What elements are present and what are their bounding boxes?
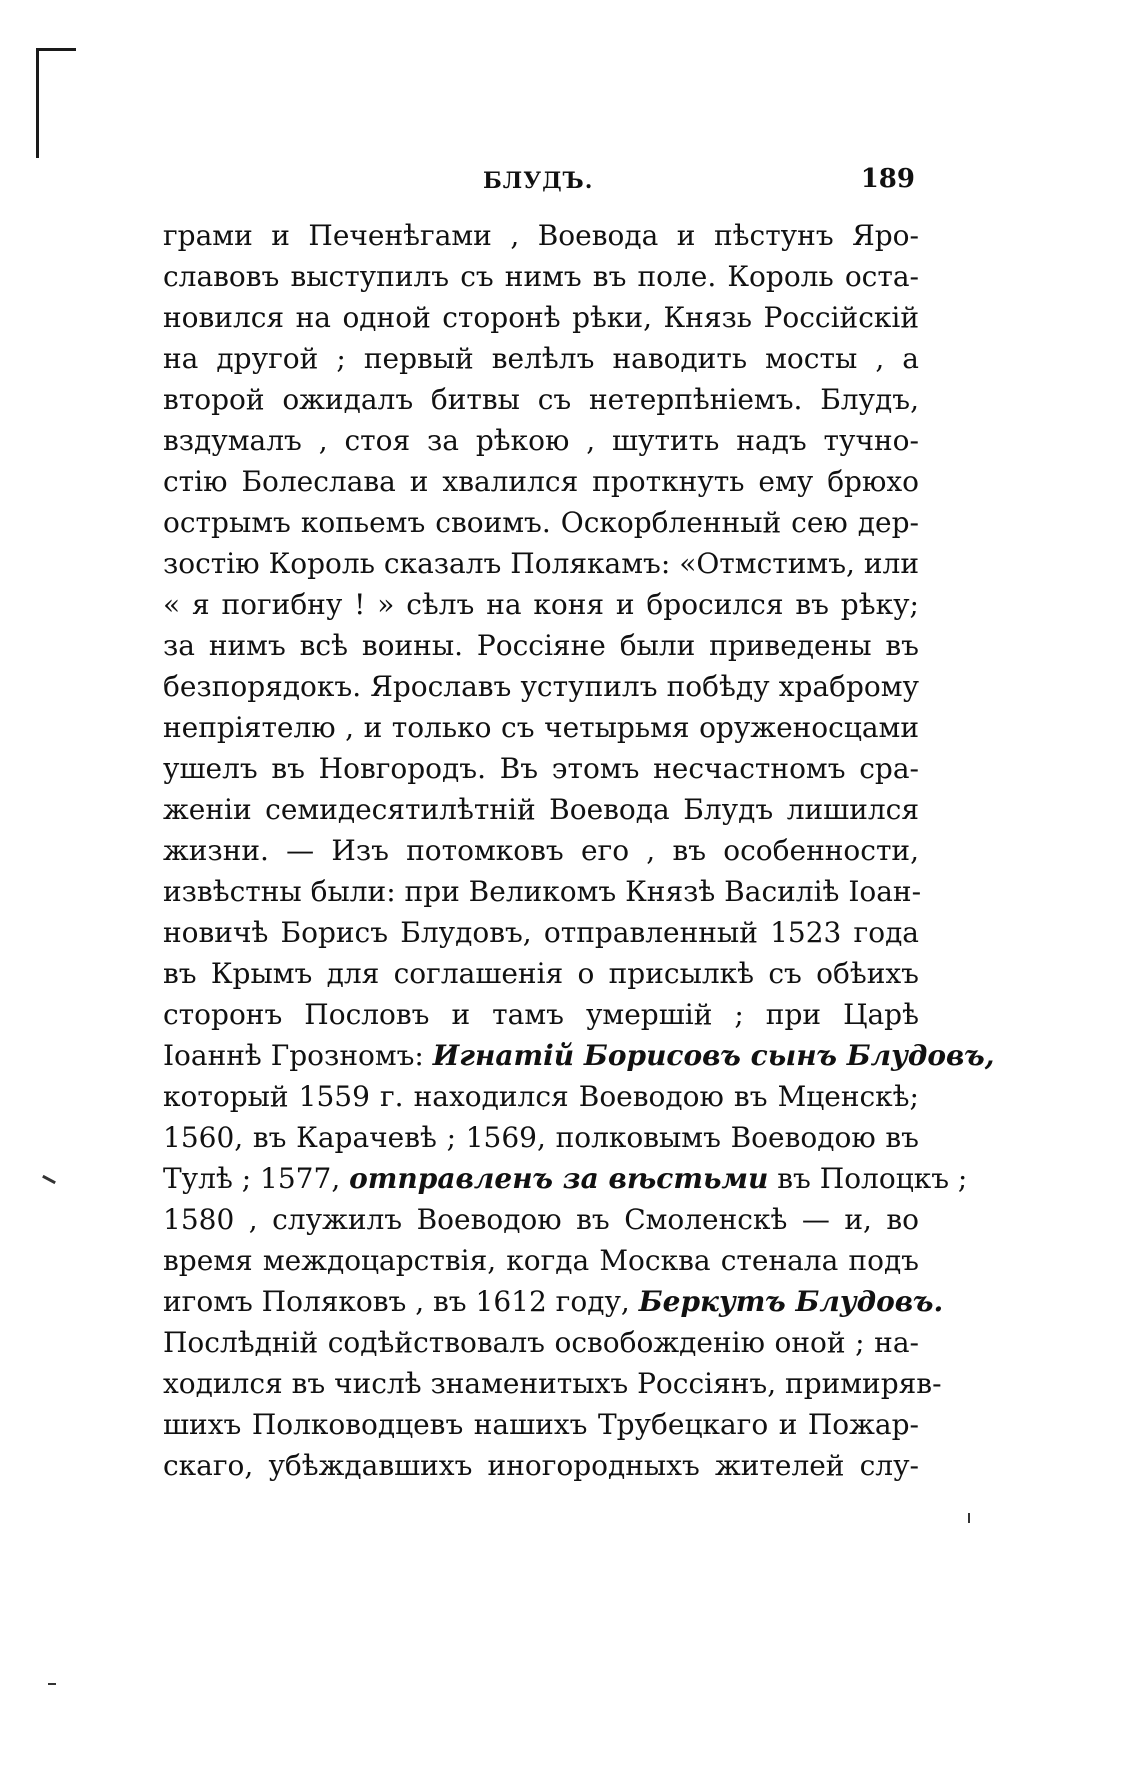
text-line (163, 994, 919, 1035)
text-line (163, 1404, 919, 1445)
text-line (163, 1158, 968, 1199)
scan-corner-mark-top (36, 48, 76, 51)
text-segment: ходился въ числѣ знаменитыхъ Россіянъ, примиряв- (163, 1367, 942, 1400)
text-segment: жизни. — Изъ потомковъ его , въ особенности, (163, 834, 919, 867)
text-line (163, 912, 919, 953)
scan-speck (42, 1175, 56, 1184)
text-segment: игомъ Поляковъ , въ 1612 году, (163, 1285, 639, 1318)
text-segment: « я погибну ! » сѣлъ на коня и бросился въ рѣку; (163, 588, 919, 621)
scan-speck (48, 1683, 56, 1685)
text-segment: который 1559 г. находился Воеводою въ Мценскѣ; (163, 1080, 919, 1113)
text-line (163, 215, 919, 256)
text-line (163, 338, 919, 379)
text-segment: на другой ; первый велѣлъ наводить мосты , а (163, 342, 919, 375)
text-line (163, 789, 919, 830)
text-segment: славовъ выступилъ съ нимъ въ поле. Король оста- (163, 260, 919, 293)
scan-corner-mark (36, 48, 39, 158)
text-segment: Послѣдній содѣйствовалъ освобожденію оной ; на- (163, 1326, 919, 1359)
text-segment: шихъ Полководцевъ нашихъ Трубецкаго и Пожар- (163, 1408, 919, 1441)
text-line (163, 1076, 919, 1117)
text-line (163, 666, 919, 707)
text-segment: вздумалъ , стоя за рѣкою , шутить надъ тучно- (163, 424, 919, 457)
text-segment: Іоаннѣ Грозномъ: (163, 1039, 433, 1072)
text-segment: ушелъ въ Новгородъ. Въ этомъ несчастномъ сра- (163, 752, 919, 785)
running-head: БЛУДЪ. (483, 168, 594, 194)
text-line (163, 1445, 919, 1486)
text-line (163, 461, 919, 502)
text-segment: стію Болеслава и хвалился проткнуть ему брюхо (163, 465, 919, 498)
text-segment: въ Полоцкъ ; (768, 1162, 968, 1195)
text-segment: 1580 , служилъ Воеводою въ Смоленскѣ — и, во (163, 1203, 919, 1236)
text-segment: Тулѣ ; 1577, (163, 1162, 350, 1195)
text-line (163, 1035, 995, 1076)
text-segment: второй ожидалъ битвы съ нетерпѣніемъ. Блудъ, (163, 383, 919, 416)
text-line (163, 379, 919, 420)
text-line (163, 871, 922, 912)
text-segment: женіи семидесятилѣтній Воевода Блудъ лишился (163, 793, 919, 826)
text-line (163, 1363, 942, 1404)
text-line (163, 1240, 919, 1281)
text-line (163, 953, 919, 994)
italic-text-segment: отправленъ за вѣстьми (349, 1162, 769, 1195)
page-header (165, 164, 915, 204)
text-segment: 1560, въ Карачевѣ ; 1569, полковымъ Воеводою въ (163, 1121, 919, 1154)
text-segment: новичѣ Борисъ Блудовъ, отправленный 1523 года (163, 916, 919, 949)
text-line (163, 584, 919, 625)
text-line (163, 1281, 944, 1322)
text-segment: за нимъ всѣ воины. Россіяне были приведены въ (163, 629, 919, 662)
text-segment: новился на одной сторонѣ рѣки, Князь Россійскій (163, 301, 919, 334)
text-line (163, 297, 919, 338)
text-segment: извѣстны были: при Великомъ Князѣ Василіѣ Іоан- (163, 875, 922, 908)
italic-text-segment: Беркутъ Блудовъ. (638, 1285, 944, 1318)
text-segment: въ Крымъ для соглашенія о присылкѣ съ обѣихъ (163, 957, 919, 990)
body-text (163, 215, 995, 1486)
page-number: 189 (860, 164, 915, 194)
text-segment: острымъ копьемъ своимъ. Оскорбленный сею дер- (163, 506, 919, 539)
text-segment: зостію Король сказалъ Полякамъ: «Отмстимъ, или (163, 547, 919, 580)
scan-speck (968, 1513, 970, 1523)
text-segment: непріятелю , и только съ четырьмя оруженосцами (163, 711, 919, 744)
text-segment: безпорядокъ. Ярославъ уступилъ побѣду храброму (163, 670, 919, 703)
text-segment: скаго, убѣждавшихъ иногородныхъ жителей слу- (163, 1449, 919, 1482)
text-line (163, 420, 919, 461)
text-line (163, 707, 919, 748)
text-line (163, 256, 919, 297)
text-line (163, 748, 919, 789)
text-line (163, 830, 919, 871)
text-line (163, 1322, 919, 1363)
italic-text-segment: Игнатій Борисовъ сынъ Блудовъ, (432, 1039, 995, 1072)
text-segment: грами и Печенѣгами , Воевода и пѣстунъ Яро- (163, 219, 919, 252)
text-line (163, 502, 919, 543)
text-segment: время междоцарствія, когда Москва стенала подъ (163, 1244, 919, 1277)
text-line (163, 625, 919, 666)
text-segment: сторонъ Пословъ и тамъ умершій ; при Царѣ (163, 998, 919, 1031)
text-line (163, 543, 919, 584)
text-line (163, 1199, 919, 1240)
text-line (163, 1117, 919, 1158)
